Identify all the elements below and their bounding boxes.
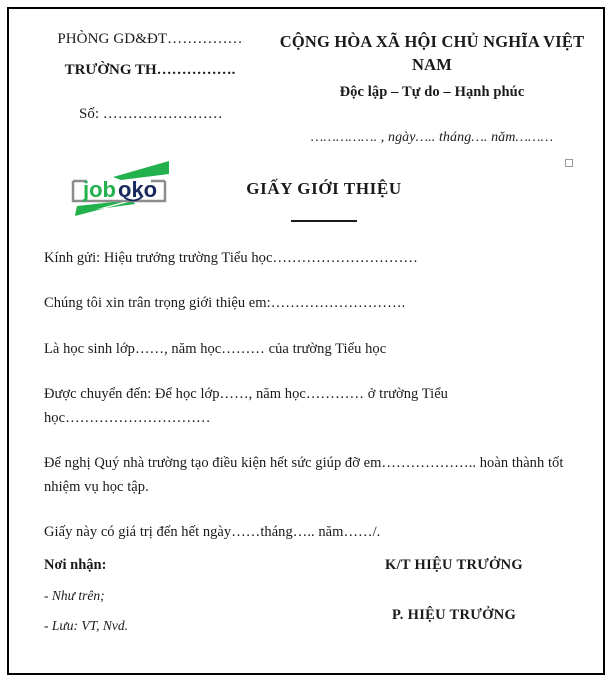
recipient-item: - Lưu: VT, Nvd. xyxy=(44,618,128,633)
signature-section xyxy=(9,557,603,657)
header-national-motto: Độc lập – Tự do – Hạnh phúc xyxy=(339,83,525,100)
header-document-number: Số: …………………… xyxy=(79,106,223,122)
document-title-block xyxy=(199,179,449,222)
header-date-line: ……………. , ngày….. tháng…. năm……… xyxy=(310,129,554,145)
document-header xyxy=(9,31,603,156)
header-school-name: TRƯỜNG TH……………. xyxy=(64,62,236,78)
square-marker-icon xyxy=(565,159,573,167)
joboko-logo xyxy=(61,159,186,217)
recipients-heading: Nơi nhận: xyxy=(44,557,107,573)
svg-text:oko: oko xyxy=(118,177,158,202)
signer-role-line-1: K/T HIỆU TRƯỞNG xyxy=(385,557,523,573)
document-content xyxy=(9,9,603,673)
header-office-name: PHÒNG GD&ĐT…………… xyxy=(57,31,243,47)
header-left-block xyxy=(35,31,265,123)
document-title: GIẤY GIỚI THIỆU xyxy=(246,179,402,198)
document-body xyxy=(44,247,574,567)
recipient-item: - Như trên; xyxy=(44,588,105,603)
recipients-block xyxy=(44,557,304,634)
header-country-name: CỘNG HÒA XÃ HỘI CHỦ NGHĨA VIỆT NAM xyxy=(279,32,585,74)
joboko-logo-icon xyxy=(61,159,186,217)
title-underline-rule xyxy=(291,220,357,222)
signer-block xyxy=(329,557,579,624)
body-paragraph: Để nghị Quý nhà trường tạo điều kiện hết sức giúp đỡ em……………….. hoàn thành tốt nhiệm vụ học tập. xyxy=(44,455,564,495)
body-paragraph: Là học sinh lớp……, năm học……… của trường Tiểu học xyxy=(44,340,387,357)
svg-text:job: job xyxy=(83,177,116,202)
body-paragraph: Kính gửi: Hiệu trưởng trường Tiểu học………………………… xyxy=(44,250,418,266)
body-paragraph: Chúng tôi xin trân trọng giới thiệu em:………………………. xyxy=(44,295,406,312)
signer-role-line-2: P. HIỆU TRƯỞNG xyxy=(391,607,517,623)
body-paragraph: Được chuyển đến: Để học lớp……, năm học………… ở trường Tiểu học………………………… xyxy=(44,386,448,426)
document-page xyxy=(7,7,605,675)
body-paragraph: Giấy này có giá trị đến hết ngày……tháng….. năm……/. xyxy=(44,524,381,541)
header-right-block xyxy=(267,31,597,146)
